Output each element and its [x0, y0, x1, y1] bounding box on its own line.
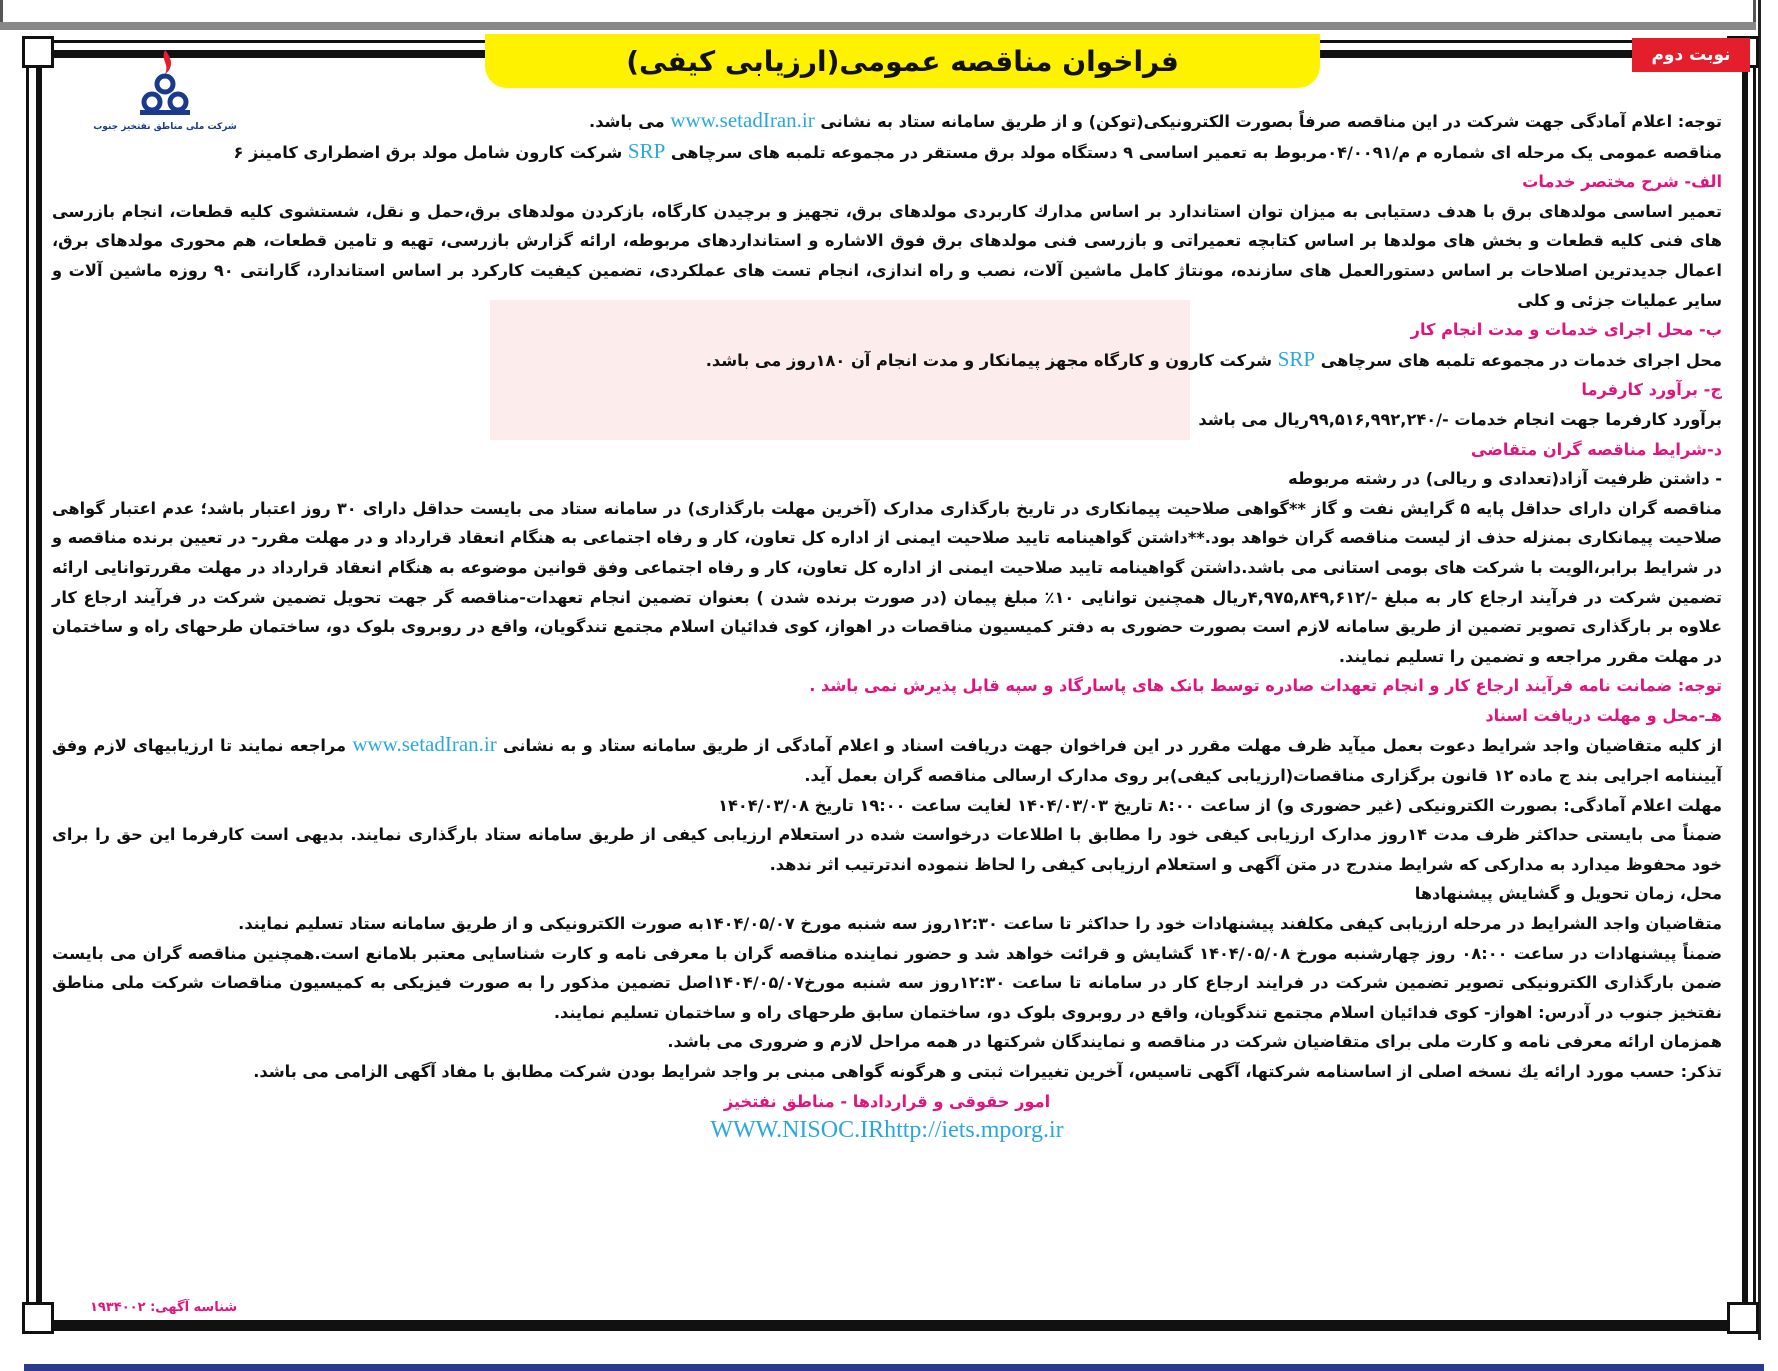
ad-body: [52, 106, 1722, 1147]
frame-corner: [22, 36, 54, 68]
column-divider: [1758, 0, 1761, 1340]
submission-text-1: متقاضیان واجد الشرایط در مرحله ارزیابی کیفی مکلفند پیشنهادات خود را حداکثر تا ساعت ۱۲:۳۰روز سه شنبه مورخ ۱۴۰۴/۰۵/۰۷به صورت الکترونیکی و از طریق سامانه ستاد تسلیم نمایند.: [238, 914, 1722, 934]
srp-label: SRP: [627, 138, 666, 163]
setad-link[interactable]: www.setadIran.ir: [352, 732, 497, 757]
section-b-text-start: محل اجرای خدمات در مجموعه تلمبه های سرچاهی: [1315, 350, 1722, 370]
section-a-heading: الف- شرح مختصر خدمات: [1522, 172, 1722, 192]
section-b-text: [52, 345, 1722, 376]
ad-id: شناسه آگهی: ۱۹۳۴۰۰۲: [90, 1300, 238, 1315]
section-d-item: - داشتن ظرفیت آزاد(تعدادی و ریالی) در رشته مربوطه: [1288, 469, 1722, 489]
section-e-text-end: مراجعه نمایند تا ارزیابیهای لازم وفق آیيننامه اجرایی بند ج ماده ۱۲ قانون برگزاری مناقصات(ارزیابی کیفی)بر روی مدارک ارسالی مناقصه گران بعمل آید.: [52, 736, 1722, 786]
footer-urls[interactable]: WWW.NISOC.IRhttp://iets.mporg.ir: [710, 1117, 1064, 1144]
section-e-text-start: از کلیه متقاضیان واجد شرایط دعوت بعمل میآید ظرف مهلت مقرر در این فراخوان جهت دریافت اسناد و اعلام آمادگی از طریق سامانه ستاد و به نشانی: [496, 736, 1722, 756]
notice-text-end: می باشد.: [589, 112, 671, 131]
section-d-heading: د-شرایط مناقصه گران متقاضی: [1470, 439, 1722, 459]
section-e-text: [52, 730, 1722, 790]
notice-line: [52, 106, 1722, 137]
bottom-bar: [24, 1364, 1764, 1371]
section-a-text: تعمیر اساسی مولدهای برق با هدف دستیابی به میزان توان استاندارد بر اساس مدارك کاربردی مولدهای برق، تجهیز و برچیدن کارگاه، بازکردن مولدهای برق،حمل و نقل، شستشوی کلیه قطعات، انجام بازرسی های فنی کلیه قطعات و بخش های مولدها بر اساس کتابچه تعمیراتی و بازرسی فنی مولدهای برق فوق الاشاره و استانداردهای مربوطه، ارائه گزارش بازرسی، تهیه و تامین قطعات، هم محوری مولدهای برق، اعمال جدیدترین اصلاحات بر اساس دستورالعمل های سازنده، مونتاژ کامل ماشین آلات، نصب و راه اندازی، انجام تست های عملکردی، تضمین کیفیت کارکرد بر اساس استاندارد، گارانتی ۹۰ روزه ماشین آلات و سایر عملیات جزئی و کلی: [52, 201, 1722, 310]
notice-text: توجه: اعلام آمادگی جهت شرکت در این مناقصه صرفاً بصورت الکترونیکی(توکن) و از طریق سامانه ستاد به نشانی: [814, 112, 1722, 131]
footer-urls-line: [52, 1116, 1722, 1147]
bank-warning: توجه: ضمانت نامه فرآیند ارجاع کار و انجام تعهدات صادره توسط بانک های پاسارگاد و سپه قابل پذیرش نمی باشد .: [809, 676, 1722, 696]
section-c-heading: ج- برآورد کارفرما: [1581, 380, 1722, 400]
srp-label: SRP: [1277, 346, 1316, 371]
documents-text: ضمناً می بایستی حداکثر ظرف مدت ۱۴روز مدارک ارزیابی کیفی خود را مطابق با اطلاعات درخواست شده در استعلام ارزیابی کیفی از طریق سامانه ستاد بارگذاری نمایند. بدیهی است کارفرما این حق را برای خود محفوظ میدارد به مدارکی که شرایط مندرج در متن آگهی و استعلام ارزیابی کیفی را لحاظ ننموده اندترتیب اثر ندهد.: [52, 825, 1722, 874]
section-d-text: مناقصه گران دارای حداقل پایه ۵ گرایش نفت و گاز **گواهی صلاحیت پیمانکاری در تاریخ بارگذاری مدارک (آخرین مهلت بارگذاری) در سامانه ستاد می بایست حداقل دارای ۳۰ روز اعتبار باشد؛ عدم اعتبار گواهی صلاحیت پیمانکاری بمنزله حذف از لیست مناقصه گران خواهد بود.**داشتن گواهینامه تایید صلاحیت ایمنی از اداره کل تعاون، کار و رفاه اجتماعی به هنگام انعقاد قرارداد و در مهلت مقرر- در تعیین برنده مناقصه و در شرایط برابر،الویت با شرکت های بومی استانی می باشد.داشتن گواهینامه تایید صلاحیت ایمنی از اداره کل تعاون، کار و رفاه اجتماعی وفق قوانین موضوعه به هنگام انعقاد قرارداد در مهلت مقررتوانایی ارائه تضمین شرکت در فرآیند ارجاع کار به مبلغ -/۴,۹۷۵,۸۴۹,۶۱۲ریال همچنین توانایی ۱۰٪ مبلغ پیمان (در صورت برنده شدن ) بعنوان تضمین انجام تعهدات-مناقصه گر جهت تحویل تضمین شرکت در فرآیند ارجاع کار علاوه بر بارگذاری تصویر تضمین از طریق سامانه لازم است بصورت حضوری به دفتر کمیسیون مناقصات در اهواز، کوی فدائیان اسلام مجتمع تندگویان، واقع در روبروی بلوک دو، ساختمان طرحهای راه و ساختمان در مهلت مقرر مراجعه و تضمین را تسلیم نمایند.: [52, 498, 1722, 666]
section-b-heading: ب- محل اجرای خدمات و مدت انجام کار: [1410, 320, 1722, 340]
submission-text-3: همزمان ارائه معرفی نامه و کارت ملی برای متقاضیان شرکت در مناقصه و نمایندگان شرکتها در همه مراحل لازم و ضروری می باشد.: [667, 1032, 1722, 1052]
frame-corner: [1727, 1302, 1759, 1334]
tender-line: [52, 137, 1722, 168]
tender-text: مناقصه عمومی یک مرحله ای شماره م م/۰۴/۰۰۹۱مربوط به تعمیر اساسی ۹ دستگاه مولد برق مستقر در مجموعه تلمبه های سرچاهی: [665, 142, 1722, 162]
logo-caption: شرکت ملی مناطق نفتخیز جنوب: [93, 122, 237, 132]
page-title: فراخوان مناقصه عمومی(ارزیابی کیفی): [485, 34, 1320, 88]
section-c-text: برآورد کارفرما جهت انجام خدمات -/۹۹,۵۱۶,۹۹۲,۲۴۰ریال می باشد: [1198, 409, 1722, 429]
section-e-heading: هـ-محل و مهلت دریافت اسناد: [1485, 705, 1722, 725]
divider: [0, 22, 1756, 30]
submission-text-2: ضمناً پیشنهادات در ساعت ۰۸:۰۰ روز چهارشنبه مورخ ۱۴۰۴/۰۵/۰۸ گشایش و قرائت خواهد شد و حضور نماینده مناقصه گران با معرفی نامه و کارت شناسایی معتبر بلامانع است.همچنین مناقصه گران می بایست ضمن بارگذاری الکترونیکی تصویر تضمین شرکت در فرایند ارجاع کار در سامانه تا ساعت ۱۲:۳۰روز سه شنبه مورخ۱۴۰۴/۰۵/۰۷اصل تضمین مذکور را به صورت فیزیکی به کمیسیون مناقصات شرکت ملی مناطق نفتخیز جنوب در آدرس: اهواز- کوی فدائیان اسلام مجتمع تندگویان، واقع در روبروی بلوک دو، ساختمان سابق طرحهای راه و ساختمان تسلیم نمایند.: [52, 943, 1723, 1022]
department-name: امور حقوقی و قراردادها - مناطق نفتخیز: [723, 1091, 1051, 1111]
section-b-text-end: شرکت کارون و کارگاه مجهز پیمانکار و مدت انجام آن ۱۸۰روز می باشد.: [705, 350, 1278, 370]
frame-corner: [22, 1302, 54, 1334]
note-text: تذکر: حسب مورد ارائه یك نسخه اصلی از اساسنامه شرکتها، آگهی تاسیس، آخرین تغییرات ثبتی و هرگونه گواهی مبنی بر واجد شرایط بودن شرکت مطابق با مفاد آگهی الزامی می باشد.: [253, 1062, 1722, 1081]
setad-link[interactable]: www.setadIran.ir: [670, 108, 815, 132]
tender-text-end: شرکت کارون شامل مولد برق اضطراری کامینز ۶: [233, 142, 628, 162]
second-run-badge: نوبت دوم: [1632, 38, 1750, 72]
deadline-line: مهلت اعلام آمادگی: بصورت الکترونیکی (غیر حضوری و) از ساعت ۸:۰۰ تاریخ ۱۴۰۴/۰۳/۰۳ لغایت ساعت ۱۹:۰۰ تاریخ ۱۴۰۴/۰۳/۰۸: [718, 795, 1722, 815]
submission-heading: محل، زمان تحویل و گشایش پیشنهادها: [1414, 884, 1722, 904]
